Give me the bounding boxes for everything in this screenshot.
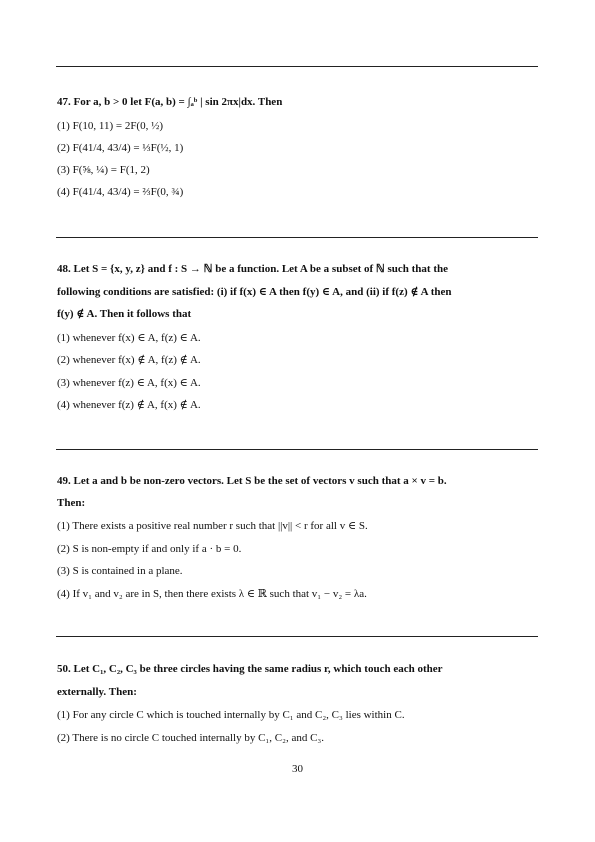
question-option: (1) whenever f(x) ∈ A, f(z) ∈ A.	[57, 332, 201, 344]
question-49-stem	[57, 474, 447, 488]
question-option: (4) F(41/4, 43/4) = ⅔F(0, ¾)	[57, 186, 184, 198]
section-divider	[56, 636, 538, 637]
question-47-stem	[57, 95, 282, 109]
question-number: 48.	[57, 263, 71, 275]
question-option: (3) whenever f(z) ∈ A, f(x) ∈ A.	[57, 377, 201, 389]
question-option: (1) For any circle C which is touched internally by C₁ and C₂, C₃ lies within C.	[57, 709, 405, 721]
question-option: (2) There is no circle C touched internally by C₁, C₂, and C₃.	[57, 732, 324, 744]
question-number: 47.	[57, 96, 71, 108]
question-48-stem	[57, 262, 448, 276]
question-option: (3) F(⅝, ¼) = F(1, 2)	[57, 164, 150, 176]
question-number: 49.	[57, 475, 71, 487]
question-stem-line: Let C₁, C₂, C₃ be three circles having the same radius r, which touch each other	[73, 663, 443, 675]
question-stem-line: Let a and b be non-zero vectors. Let S be the set of vectors v such that a × v = b.	[73, 475, 447, 487]
question-stem-line: f(y) ∉ A. Then it follows that	[57, 308, 192, 320]
question-option: (4) whenever f(z) ∉ A, f(x) ∉ A.	[57, 399, 201, 411]
question-stem-line: Let S = {x, y, z} and f : S → ℕ be a function. Let A be a subset of ℕ such that the	[73, 263, 448, 275]
question-50-stem	[57, 662, 443, 676]
section-divider	[56, 66, 538, 67]
page-number: 30	[292, 763, 303, 775]
question-option: (2) F(41/4, 43/4) = ⅓F(½, 1)	[57, 142, 184, 154]
question-number: 50.	[57, 663, 71, 675]
question-stem-line: For a, b > 0 let F(a, b) = ∫ₐᵇ | sin 2πx|dx. Then	[73, 96, 283, 108]
question-stem-line: Then:	[57, 497, 86, 509]
section-divider	[56, 449, 538, 450]
question-option: (2) whenever f(x) ∉ A, f(z) ∉ A.	[57, 354, 201, 366]
question-option: (3) S is contained in a plane.	[57, 565, 183, 577]
question-stem-line: following conditions are satisfied: (i) if f(x) ∈ A then f(y) ∈ A, and (ii) if f(z) ∉ A then	[57, 286, 452, 298]
question-option: (1) F(10, 11) = 2F(0, ½)	[57, 120, 164, 132]
section-divider	[56, 237, 538, 238]
question-option: (2) S is non-empty if and only if a · b = 0.	[57, 543, 242, 555]
question-option: (1) There exists a positive real number r such that ||v|| < r for all v ∈ S.	[57, 520, 368, 532]
question-stem-line: externally. Then:	[57, 686, 137, 698]
question-option: (4) If v₁ and v₂ are in S, then there exists λ ∈ ℝ such that v₁ − v₂ = λa.	[57, 588, 367, 600]
